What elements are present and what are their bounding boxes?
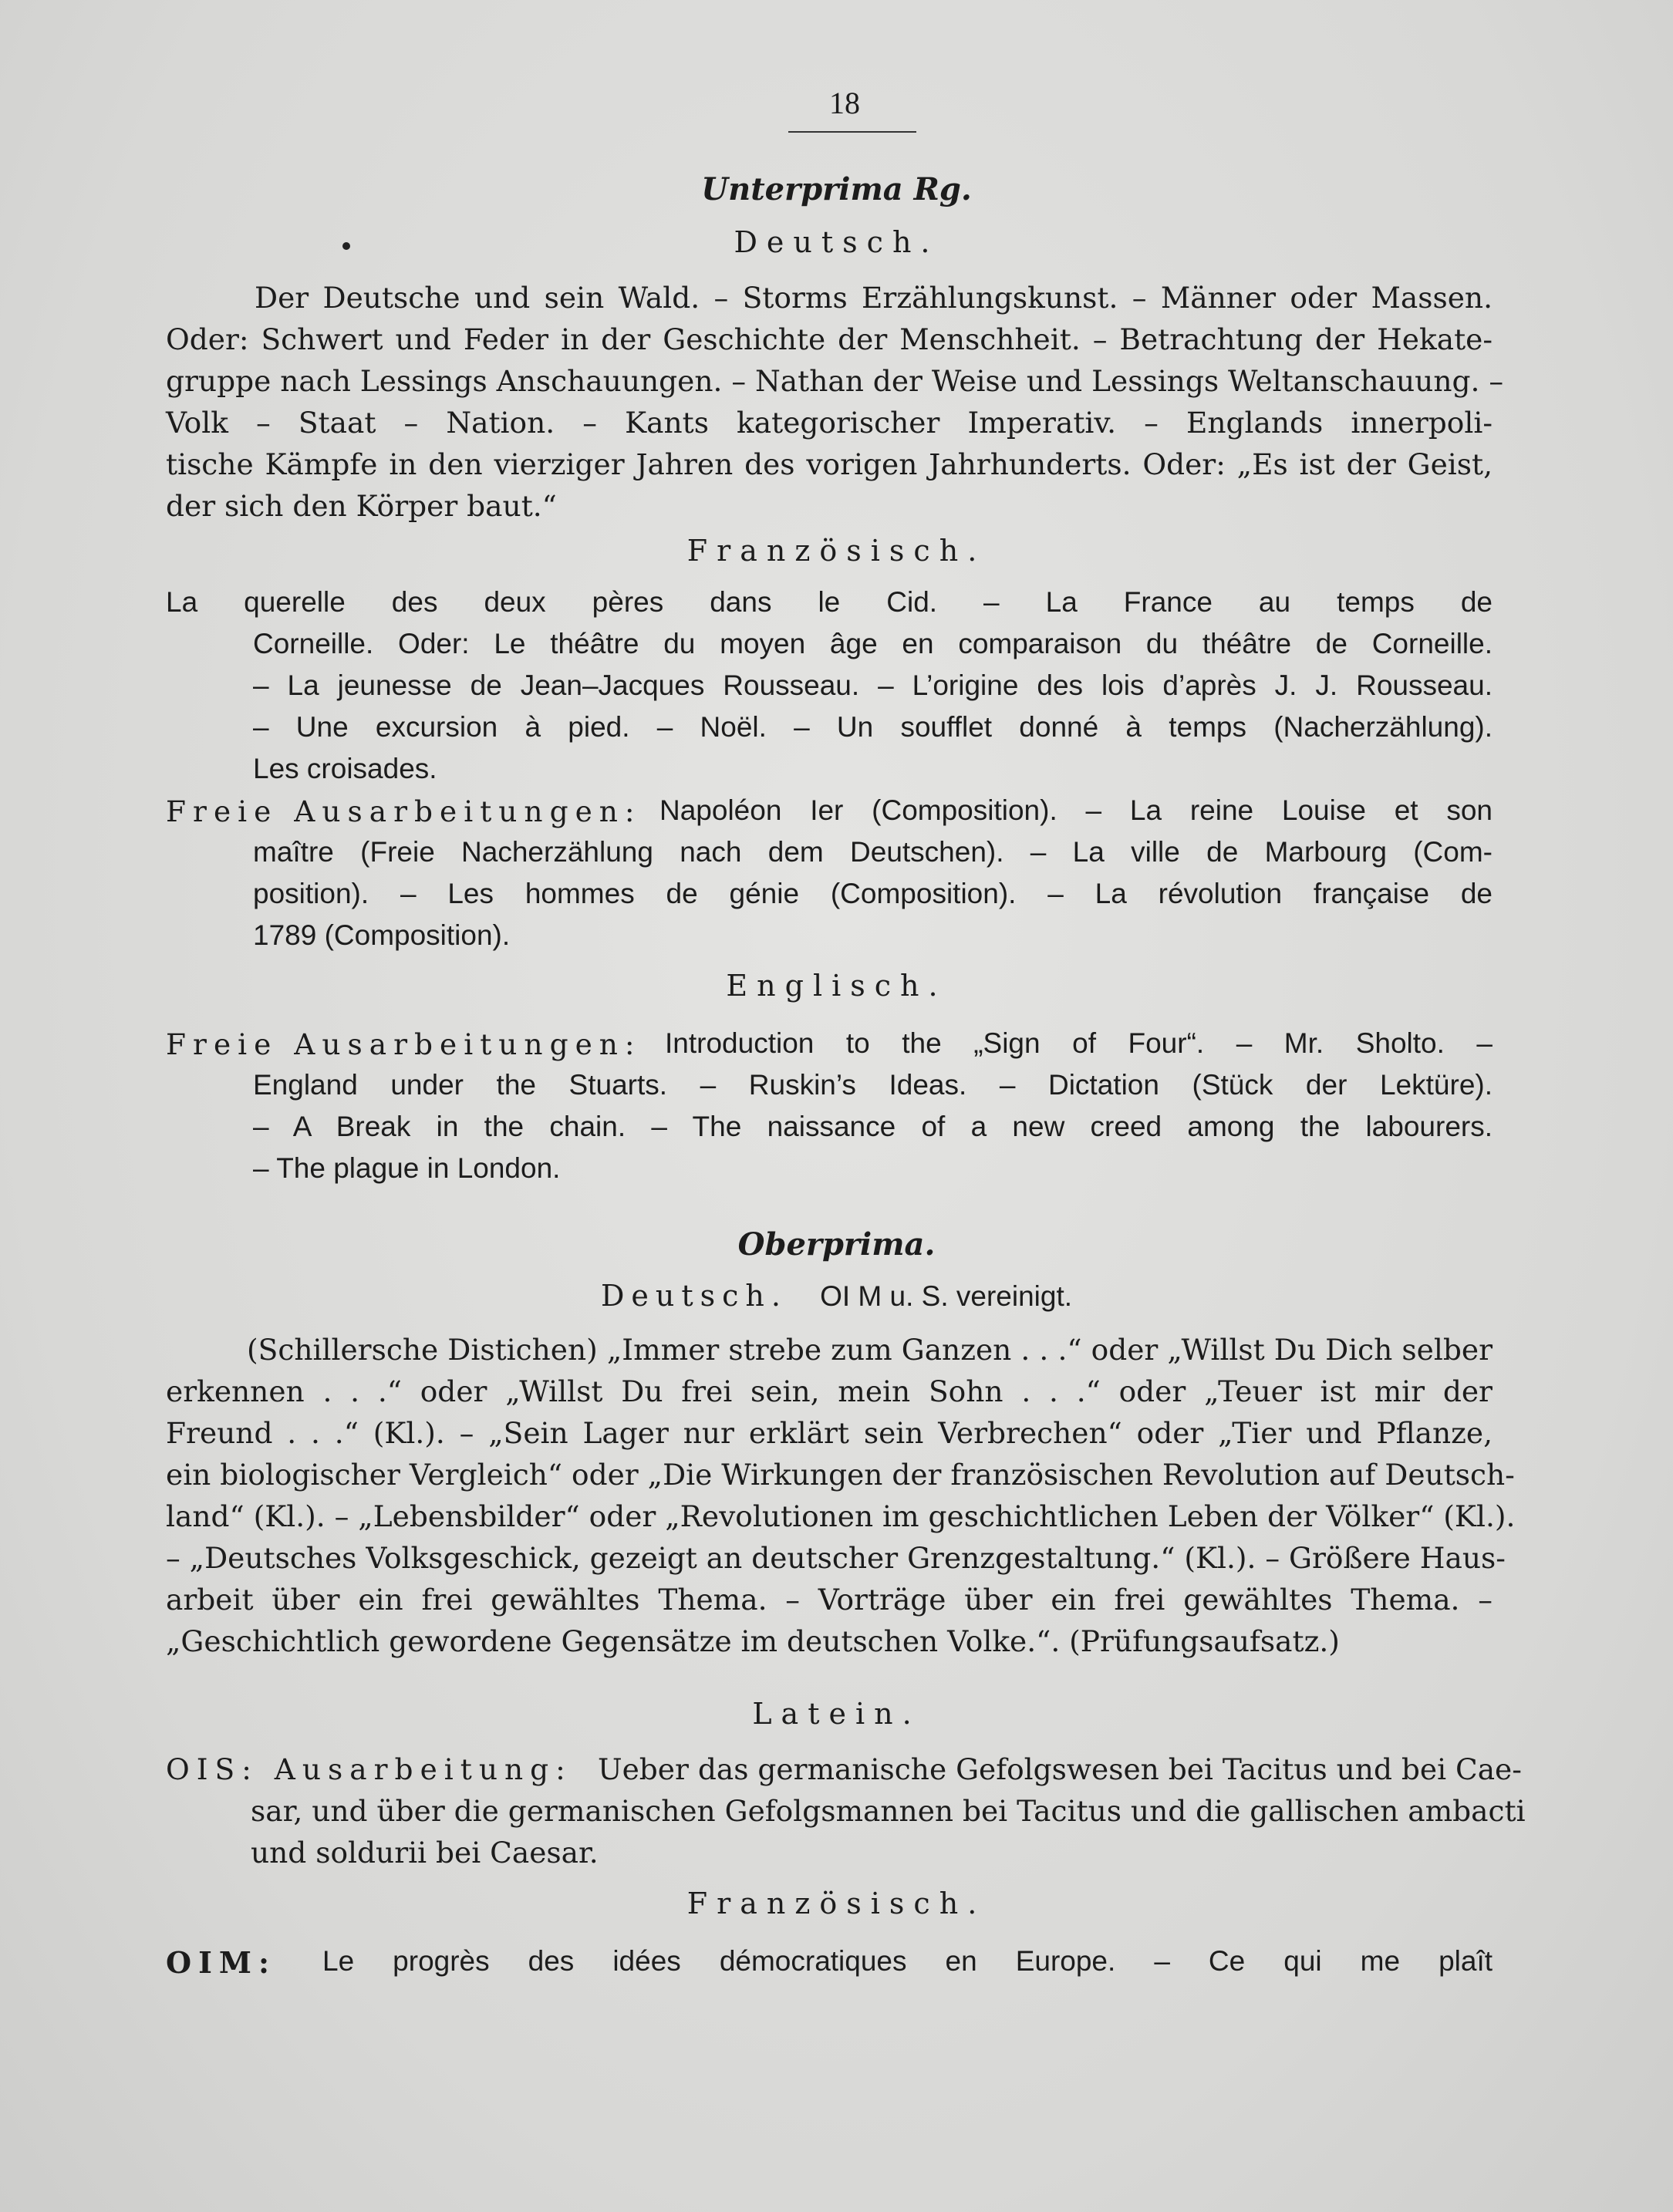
text-line: und soldurii bei Caesar. <box>251 1836 599 1870</box>
text-line: tische Kämpfe in den vierziger Jahren des vorigen Jahrhunderts. Oder: „Es ist der Geist, <box>166 447 1493 481</box>
text-line: Volk – Staat – Nation. – Kants kategorischer Imperativ. – Englands innerpoli- <box>166 406 1493 440</box>
free-label: Freie Ausarbeitungen: <box>166 1027 642 1061</box>
text-line: maître (Freie Nacherzählung nach dem Deutschen). – La ville de Marbourg (Com- <box>253 836 1493 868</box>
text-line: ein biologischer Vergleich“ oder „Die Wirkungen der französischen Revolution auf Deutsch- <box>166 1458 1515 1492</box>
text-line: – „Deutsches Volksgeschick, gezeigt an deutscher Grenzgestaltung.“ (Kl.). – Größere Haus- <box>166 1541 1506 1575</box>
text-line: Les croisades. <box>253 753 437 784</box>
unterprima-heading: Unterprima Rg. <box>701 171 972 207</box>
text-line: Freund . . .“ (Kl.). – „Sein Lager nur erklärt sein Verbrechen“ oder „Tier und Pflanze, <box>166 1416 1493 1450</box>
page-number: 18 <box>829 86 860 120</box>
oberprima-latein-title: Latein. <box>752 1697 921 1731</box>
text-line: – The plague in London. <box>253 1152 561 1184</box>
oberprima-deutsch-suffix: OI M u. S. vereinigt. <box>820 1280 1073 1312</box>
text-line: gruppe nach Lessings Anschauungen. – Nathan der Weise und Lessings Weltanschauung. – <box>166 364 1504 398</box>
franz-label: OIM: <box>166 1945 276 1980</box>
text-line: land“ (Kl.). – „Lebensbilder“ oder „Revolutionen im geschichtlichen Leben der Völker“ (Kl.). <box>166 1499 1516 1533</box>
text-line: Le progrès des idées démocratiques en Europe. – Ce qui me plaît <box>322 1945 1493 1977</box>
text-line: – Une excursion à pied. – Noël. – Un soufflet donné à temps (Nacherzählung). <box>253 711 1493 743</box>
text-line: erkennen . . .“ oder „Willst Du frei sein, mein Sohn . . .“ oder „Teuer ist mir der <box>166 1374 1493 1408</box>
text-line: „Geschichtlich gewordene Gegensätze im deutschen Volke.“. (Prüfungsaufsatz.) <box>166 1624 1340 1658</box>
text-line: Der Deutsche und sein Wald. – Storms Erzählungskunst. – Männer oder Massen. <box>255 281 1493 315</box>
text-line: Ueber das germanische Gefolgswesen bei Tacitus und bei Cae- <box>598 1752 1522 1786</box>
text-line: arbeit über ein frei gewähltes Thema. – Vorträge über ein frei gewähltes Thema. – <box>166 1583 1493 1617</box>
text-line: La querelle des deux pères dans le Cid. – La France au temps de <box>166 586 1493 618</box>
latein-label: OIS: Ausarbeitung: <box>166 1752 572 1786</box>
text-line: Oder: Schwert und Feder in der Geschichte der Menschheit. – Betrachtung der Hekate- <box>166 322 1493 356</box>
text-line: – A Break in the chain. – The naissance of a new creed among the labourers. <box>253 1111 1493 1142</box>
unterprima-engl-title: Englisch. <box>726 969 947 1003</box>
text-line: 1789 (Composition). <box>253 919 511 951</box>
text-line: sar, und über die germanischen Gefolgsmannen bei Tacitus und die gallischen ambacti <box>251 1794 1526 1828</box>
text-line: – La jeunesse de Jean–Jacques Rousseau. – L’origine des lois d’après J. J. Rousseau. <box>253 669 1493 701</box>
unterprima-franz-title: Französisch. <box>686 534 987 568</box>
text-line: Napoléon Ier (Composition). – La reine Louise et son <box>659 794 1493 826</box>
text-line: position). – Les hommes de génie (Composition). – La révolution française de <box>253 878 1493 909</box>
oberprima-deutsch-title: Deutsch. <box>600 1279 788 1313</box>
oberprima-heading: Oberprima. <box>737 1226 936 1263</box>
free-label: Freie Ausarbeitungen: <box>166 794 642 828</box>
oberprima-deutsch-title-row <box>0 1279 1673 1313</box>
page-number-rule <box>788 131 916 133</box>
text-line: der sich den Körper baut.“ <box>166 489 557 523</box>
oberprima-franz-title: Französisch. <box>686 1887 987 1920</box>
text-line: England under the Stuarts. – Ruskin’s Ideas. – Dictation (Stück der Lektüre). <box>253 1069 1493 1101</box>
unterprima-deutsch-title: Deutsch. <box>734 225 939 259</box>
text-line: Introduction to the „Sign of Four“. – Mr. Sholto. – <box>665 1027 1493 1059</box>
text-line: (Schillersche Distichen) „Immer strebe zum Ganzen . . .“ oder „Willst Du Dich selber <box>247 1333 1493 1367</box>
text-line: Corneille. Oder: Le théâtre du moyen âge en comparaison du théâtre de Corneille. <box>253 628 1493 659</box>
